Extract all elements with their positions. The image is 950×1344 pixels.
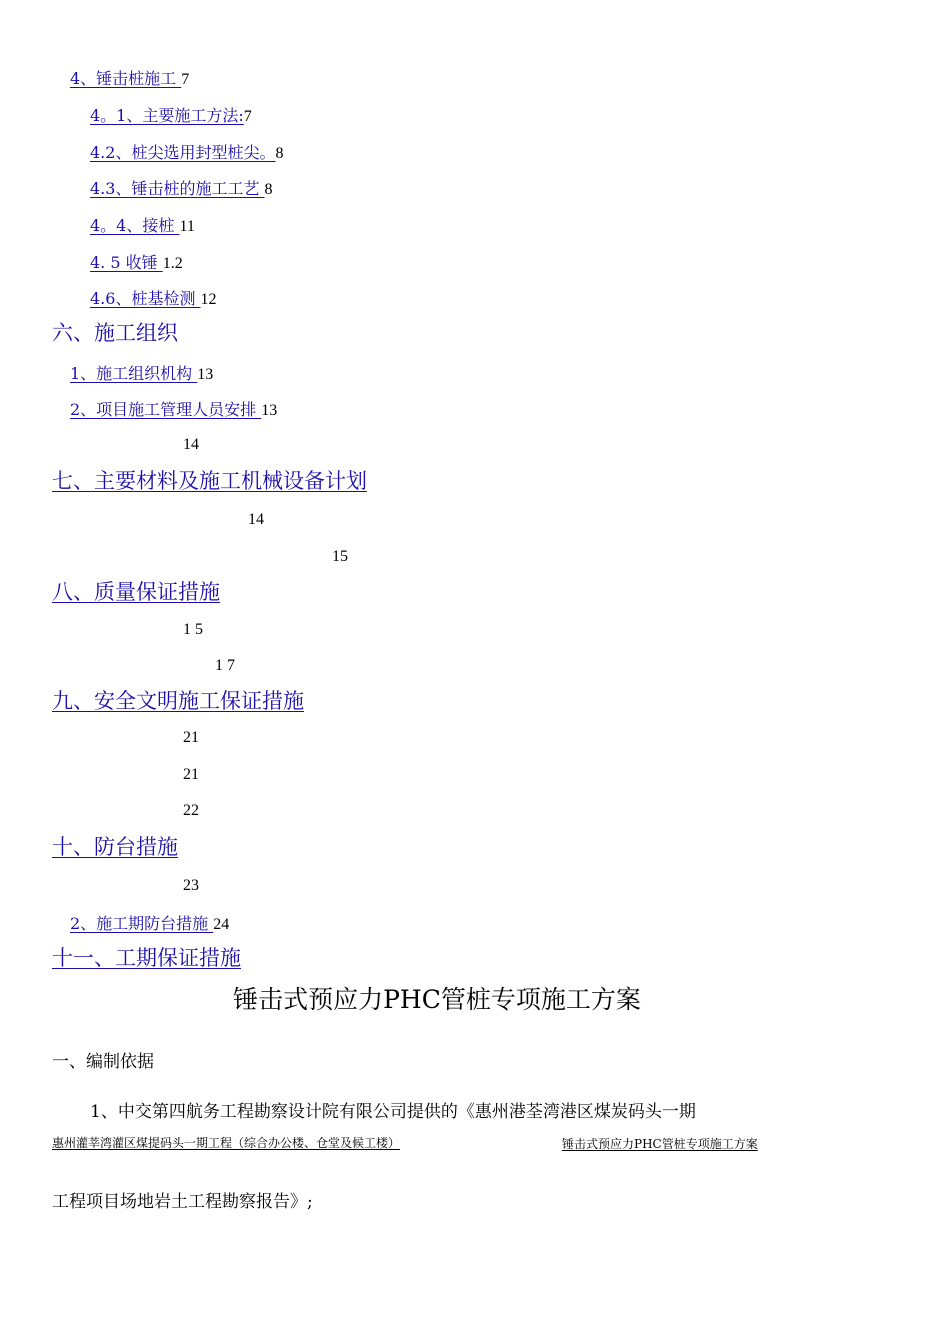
toc-page-number: 24 — [213, 916, 230, 933]
toc-section-entry[interactable] — [52, 831, 178, 861]
toc-entry — [248, 509, 264, 529]
toc-page-number: 14 — [248, 511, 264, 528]
toc-entry — [183, 727, 199, 747]
footer-left-text: 惠州灌莘湾灌区煤提码头一期工程（综合办公楼、仓堂及候工楼） — [52, 1136, 401, 1150]
toc-entry[interactable] — [70, 361, 213, 384]
toc-entry[interactable] — [90, 213, 195, 236]
toc-page-number: 13 — [197, 366, 214, 383]
paragraph-line: 1、中交第四航务工程勘察设计院有限公司提供的《惠州港荃湾港区煤炭码头一期 — [90, 1102, 696, 1122]
toc-page-number: 21 — [183, 729, 199, 746]
toc-link[interactable]: 4.3、锤击桩的施工工艺 — [90, 179, 265, 198]
toc-page-number: 1 7 — [215, 657, 235, 674]
toc-entry[interactable] — [70, 66, 189, 89]
toc-page-number: 13 — [261, 402, 278, 419]
toc-page-number: 22 — [183, 802, 199, 819]
toc-link[interactable]: 2、项目施工管理人员安排 — [70, 400, 262, 419]
toc-section-link[interactable]: 十一、工期保证措施 — [52, 946, 241, 970]
toc-section-link[interactable]: 十、防台措施 — [52, 835, 178, 859]
toc-entry[interactable] — [90, 140, 283, 163]
toc-link[interactable]: 4。4、接桩 — [90, 216, 180, 235]
toc-section-link[interactable]: 六、施工组织 — [52, 321, 178, 345]
toc-entry[interactable] — [90, 176, 273, 199]
toc-section-link[interactable]: 九、安全文明施工保证措施 — [52, 689, 304, 713]
toc-link[interactable]: 4. 5 收锤 — [90, 253, 163, 272]
toc-section-entry[interactable] — [52, 317, 178, 347]
document-title: 锤击式预应力PHC管桩专项施工方案 — [233, 985, 641, 1014]
toc-entry — [215, 655, 235, 675]
toc-page-number: 1.2 — [162, 255, 183, 272]
toc-page-number: 12 — [200, 291, 217, 308]
toc-link[interactable]: 4、锤击桩施工 — [70, 69, 182, 88]
toc-page-number: 23 — [183, 877, 199, 894]
toc-page-number: 14 — [183, 436, 199, 453]
toc-page-number: 21 — [183, 766, 199, 783]
paragraph-line: 工程项目场地岩土工程勘察报告》; — [52, 1192, 313, 1212]
toc-page-number: 7 — [243, 108, 252, 125]
toc-section-entry[interactable] — [52, 685, 304, 715]
toc-page-number: 8 — [275, 145, 284, 162]
toc-page-number: 11 — [179, 218, 195, 235]
toc-entry — [332, 546, 348, 566]
toc-entry[interactable] — [90, 250, 183, 273]
toc-entry[interactable] — [90, 286, 217, 309]
toc-page-number: 7 — [181, 71, 190, 88]
toc-section-link[interactable]: 八、质量保证措施 — [52, 580, 220, 604]
toc-entry — [183, 875, 199, 895]
toc-link[interactable]: 4.6、桩基检测 — [90, 289, 201, 308]
toc-entry — [183, 800, 199, 820]
toc-page-number: 15 — [332, 548, 348, 565]
toc-entry — [183, 764, 199, 784]
toc-page-number: 1 5 — [183, 621, 203, 638]
section-heading: 一、编制依据 — [52, 1052, 154, 1072]
footer-right-text: 锤击式预应力PHC管桩专项施工方案 — [562, 1137, 758, 1151]
toc-entry — [183, 619, 203, 639]
toc-section-entry[interactable] — [52, 942, 241, 972]
toc-entry[interactable] — [70, 397, 277, 420]
toc-page-number: 8 — [264, 181, 273, 198]
toc-section-entry[interactable] — [52, 576, 220, 606]
toc-entry[interactable] — [90, 103, 252, 126]
toc-entry — [183, 434, 199, 454]
toc-section-link[interactable]: 七、主要材料及施工机械设备计划 — [52, 469, 367, 493]
toc-link[interactable]: 2、施工期防台措施 — [70, 914, 214, 933]
toc-entry[interactable] — [70, 911, 229, 934]
toc-link[interactable]: 4。1、主要施工方法: — [90, 106, 244, 125]
toc-link[interactable]: 1、施工组织机构 — [70, 364, 198, 383]
toc-link[interactable]: 4.2、桩尖选用封型桩尖。 — [90, 143, 276, 162]
toc-section-entry[interactable] — [52, 465, 367, 495]
